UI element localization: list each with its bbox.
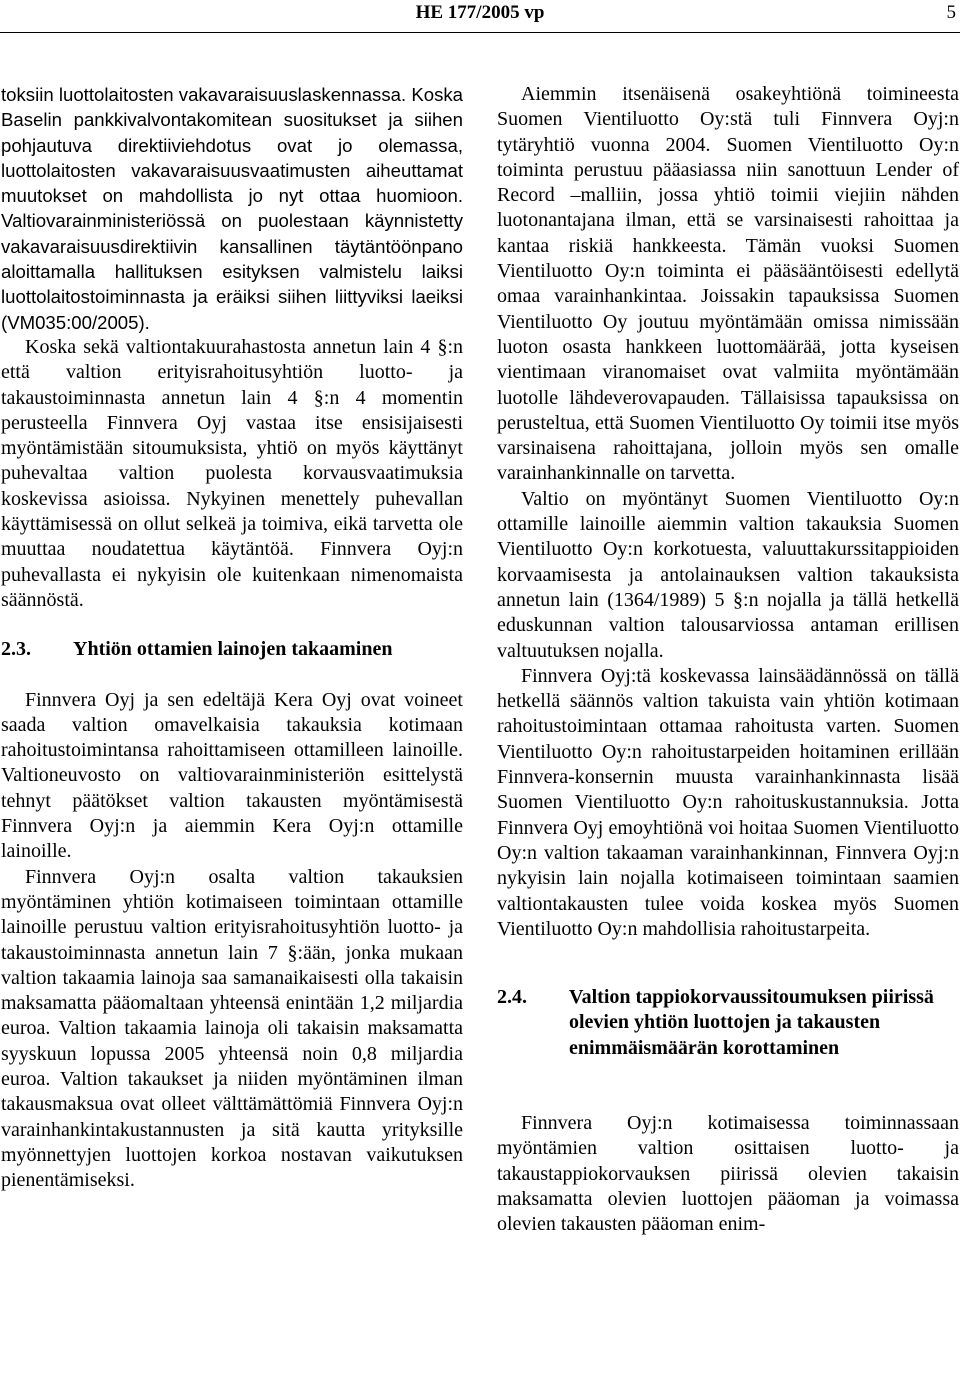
section-heading [1,637,463,662]
body-paragraph: Finnvera Oyj:n osalta valtion takauksien myöntäminen yhtiön kotimaiseen toimintaan ottamille lainoille perustuu valtion erityisrahoitusyhtiön luotto- ja takaustoiminnasta annetun lain 7 §:ään, jonka mukaan valtion takaamia lainoja saa samanaikaisesti olla takaisin maksamatta pääomaltaan yhteensä enintään 1,2 miljardia euroa. Valtion takaamia lainoja oli takaisin maksamatta syyskuun lopussa 2005 yhteensä noin 0,8 miljardia euroa. Valtion takaukset ja niiden myöntäminen ilman takausmaksua ovat olleet välttämättömiä Finnvera Oyj:n varainhankintakustannusten ja sitä kautta yrityksille myönnettyjen luottojen korkoa nostavan vaikutuksen pienentämiseksi. [1,865,463,1192]
section-number: 2.4. [497,986,527,1009]
right-column [497,82,959,1237]
page-number: 5 [946,2,956,23]
document-title: HE 177/2005 vp [415,2,545,23]
body-paragraph: Finnvera Oyj:tä koskevassa lainsäädännössä on tällä hetkellä säännös valtion takuista vain yhtiön kotimaan rahoitustoimintaan ottamaa rahoitusta varten. Suomen Vientiluotto Oy:n rahoitustarpeiden hoitaminen erillään Finnvera-konsernin muusta varainhankinnasta lisää Suomen Vientiluotto Oy:n rahoituskustannuksia. Jotta Finnvera Oyj emoyhtiönä voi hoitaa Suomen Vientiluotto Oy:n valtion takaaman varainhankinnan, Finnvera Oyj:n nykyisin lain nojalla kotimaiseen toimintaan saamien valtiontakausten tulee voida koskea myös Suomen Vientiluotto Oy:n mahdollisia rahoitustarpeita. [497,664,959,940]
section-title: Valtion tappiokorvaussitoumuksen piirissä olevien yhtiön luottojen ja takausten enimmäismäärän korottaminen [569,986,934,1059]
body-paragraph: Finnvera Oyj:n kotimaisessa toiminnassaan myöntämien valtion osittaisen luotto- ja takaustappiokorvauksen piirissä olevien takaisin maksamatta olevien luottojen pääoman ja voimassa olevien takausten pääoman enim- [497,1111,959,1236]
section-title: Yhtiön ottamien lainojen takaaminen [73,638,393,661]
section-number: 2.3. [1,638,31,661]
left-column [1,82,463,1193]
body-paragraph: Aiemmin itsenäisenä osakeyhtiönä toimineesta Suomen Vientiluotto Oy:stä tuli Finnvera Oyj:n tytäryhtiö vuonna 2004. Suomen Vientiluotto Oy:n toiminta perustuu pääasiassa niin sanottuun Lender of Record –malliin, jossa yhtiö toimii viejiin nähden luotonantajana ilman, että se varsinaisesti rahoittaa ja kantaa riskiä hankkeesta. Tämän vuoksi Suomen Vientiluotto Oy:n toiminta ei pääsääntöisesti edellytä omaa varainhankintaa. Joissakin tapauksissa Suomen Vientiluotto Oy joutuu myöntämään omissa nimissään luoton osasta hankkeen luottomäärää, jotta kyseisen vientimaan viranomaiset ovat valmiita myöntämään luotolle lähdeverovapauden. Tällaisissa tapauksissa on perusteltua, että Suomen Vientiluotto Oy toimii itse myös varsinaisena rahoittajana, jolloin myös sen omalle varainhankinnalle on tarvetta. [497,83,959,485]
header-divider [0,32,960,33]
section-heading [497,985,959,1061]
page-header [0,0,960,34]
body-paragraph: Valtio on myöntänyt Suomen Vientiluotto Oy:n ottamille lainoille aiemmin valtion takauksia Suomen Vientiluotto Oy:n korkotuesta, valuuttakurssitappioiden korvaamisesta ja antolainauksen valtion takauksista annetun lain (1364/1989) 5 §:n nojalla ja tällä hetkellä eduskunnan valtion talousarviossa antaman erillisen valtuutuksen nojalla. [497,487,959,662]
body-paragraph: Finnvera Oyj ja sen edeltäjä Kera Oyj ovat voineet saada valtion omavelkaisia takauksia kotimaan rahoitustoimintansa rahoittamiseen ottamilleen lainoille. Valtioneuvosto on valtiovarainministeriön esittelystä tehnyt päätökset valtion takausten myöntämisestä Finnvera Oyj:n ja aiemmin Kera Oyj:n ottamille lainoille. [1,688,463,863]
body-paragraph: Koska sekä valtiontakuurahastosta annetun lain 4 §:n että valtion erityisrahoitusyhtiön luotto- ja takaustoiminnasta annetun lain 4 §:n 4 momentin perusteella Finnvera Oyj vastaa itse ensisijaisesti myöntämistään sitoumuksista, yhtiö on myös käyttänyt puhevaltaa valtion puolesta korvausvaatimuksia koskevissa asioissa. Nykyinen menettely puhevallan käyttämisessä on ollut selkeä ja toimiva, eikä tarvetta ole muuttaa noudatettua käytäntöä. Finnvera Oyj:n puhevallasta ei nykyisin ole kuitenkaan nimenomaista säännöstä. [1,335,463,611]
body-paragraph: toksiin luottolaitosten vakavaraisuuslaskennassa. Koska Baselin pankkivalvontakomitean suositukset ja siihen pohjautuva direktiiviehdotus ovat jo olemassa, luottolaitosten vakavaraisuusvaatimusten aiheuttamat muutokset on mahdollista jo nyt ottaa huomioon. Valtiovarainministeriössä on puolestaan käynnistetty vakavaraisuusdirektiivin kansallinen täytäntöönpano aloittamalla hallituksen esityksen valmistelu laiksi luottolaitostoiminnasta ja eräiksi siihen liittyviksi laeiksi (VM035:00/2005). [1,84,464,333]
